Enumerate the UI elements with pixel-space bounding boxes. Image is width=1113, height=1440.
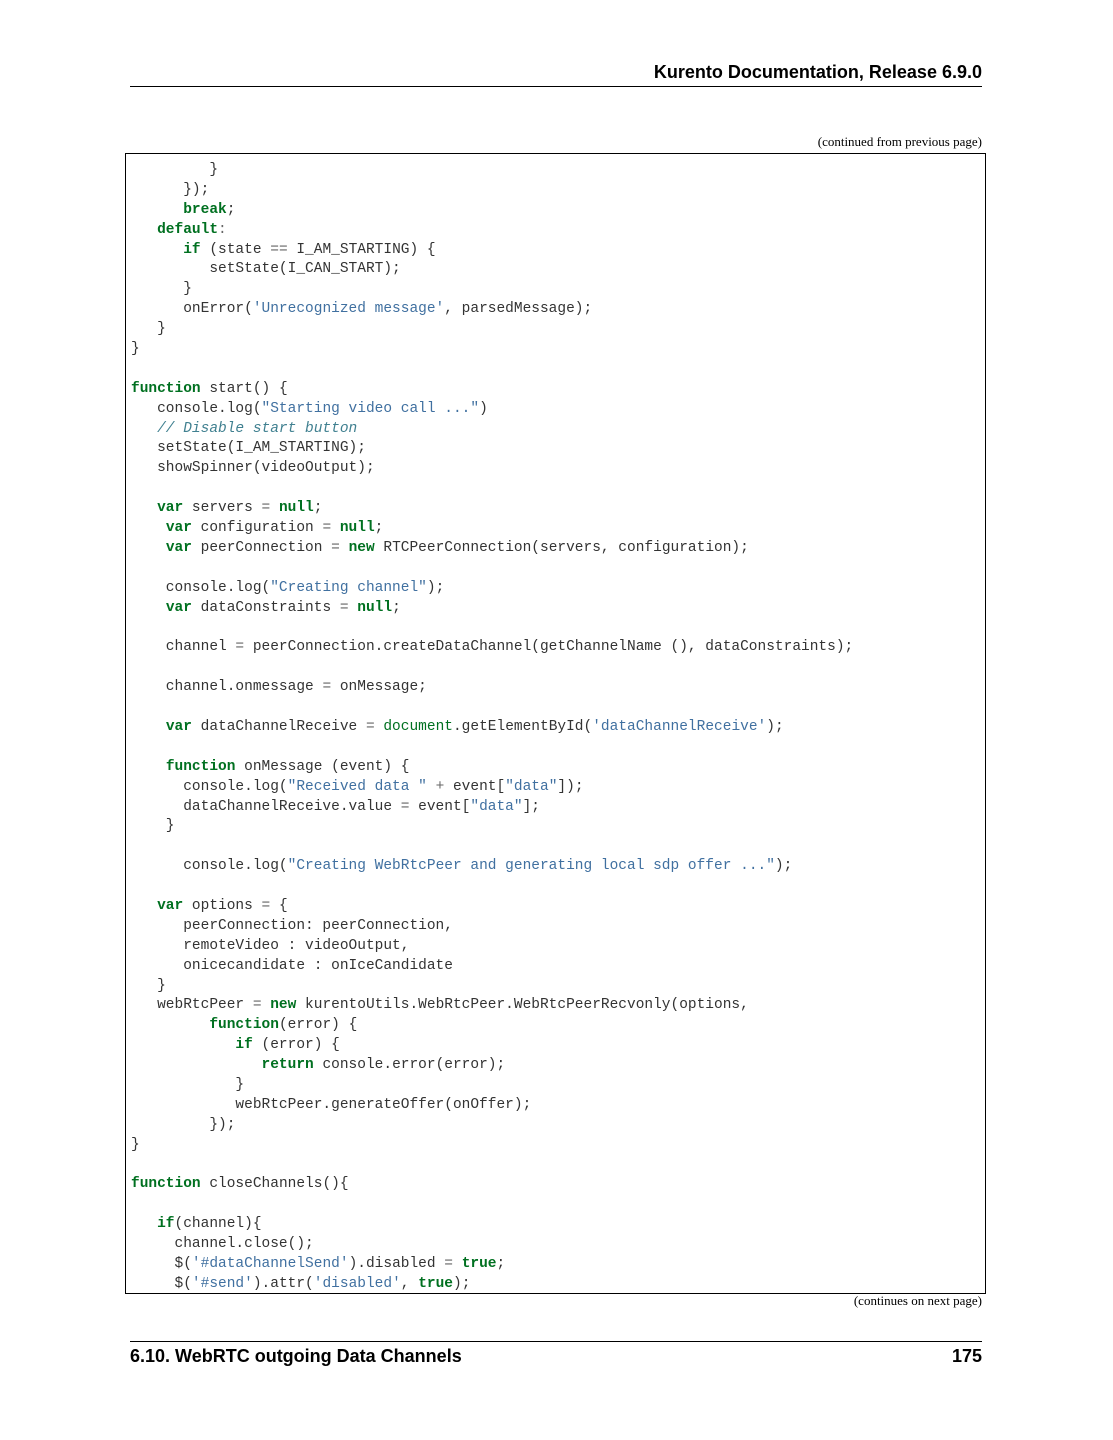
- code-token: ).disabled: [348, 1255, 445, 1272]
- code-line: [131, 798, 853, 818]
- code-line: [131, 618, 853, 638]
- code-token: (error) {: [252, 1037, 340, 1054]
- code-token: onMessage;: [331, 679, 427, 696]
- code-token: null: [357, 599, 393, 616]
- code-token: [131, 520, 166, 536]
- page-header-title: Kurento Documentation, Release 6.9.0: [653, 62, 982, 82]
- code-token: [340, 540, 349, 556]
- code-token: );: [766, 718, 784, 735]
- code-token: $(: [131, 1255, 192, 1272]
- code-token: ): [479, 400, 488, 417]
- continues-on-note: (continues on next page): [853, 1293, 982, 1308]
- code-token: =: [365, 718, 375, 735]
- code-token: function: [131, 1176, 201, 1193]
- code-token: remoteVideo : videoOutput,: [131, 937, 410, 954]
- code-token: [131, 719, 166, 735]
- code-line: [131, 300, 853, 320]
- code-token: });: [131, 1116, 236, 1133]
- code-token: default: [157, 221, 219, 238]
- code-line: [131, 1175, 853, 1195]
- code-token: ;: [313, 500, 323, 517]
- code-line: [131, 837, 853, 857]
- code-token: +: [435, 778, 445, 795]
- code-token: channel.close();: [131, 1236, 314, 1253]
- code-token: console.log(: [131, 400, 262, 417]
- code-token: [131, 1037, 235, 1053]
- code-token: "Creating WebRtcPeer and generating local sdp offer ...": [287, 858, 775, 875]
- code-token: (error) {: [278, 1017, 358, 1034]
- code-token: "data": [505, 778, 558, 795]
- code-token: [131, 500, 157, 516]
- code-token: dataChannelReceive: [191, 718, 366, 735]
- code-token: function: [209, 1017, 279, 1034]
- code-token: ;: [392, 599, 401, 616]
- code-token: }: [131, 1136, 140, 1153]
- code-token: =: [235, 639, 245, 656]
- code-token: function: [131, 380, 201, 397]
- code-token: peerConnection.createDataChannel(getChannelName (), dataConstraints);: [244, 639, 854, 656]
- code-token: ]);: [557, 778, 584, 795]
- code-line: [131, 260, 853, 280]
- code-line: [131, 320, 853, 340]
- code-token: var: [165, 599, 192, 616]
- code-token: {: [270, 897, 288, 914]
- code-token: new: [348, 539, 375, 556]
- code-line: [131, 280, 853, 300]
- footer-rule: [130, 1341, 982, 1342]
- code-token: true: [418, 1275, 453, 1292]
- code-line: [131, 1036, 853, 1056]
- code-token: [131, 222, 157, 238]
- code-token: start() {: [200, 380, 288, 397]
- code-token: }: [131, 818, 175, 835]
- code-token: true: [461, 1255, 497, 1272]
- code-token: 'dataChannelReceive': [592, 718, 767, 735]
- code-line: [131, 877, 853, 897]
- code-token: [427, 779, 436, 795]
- code-token: [131, 1216, 157, 1232]
- code-token: (channel){: [174, 1216, 262, 1233]
- code-line: [131, 161, 853, 181]
- code-token: webRtcPeer: [131, 997, 253, 1014]
- code-token: if: [235, 1037, 253, 1054]
- code-line: [131, 499, 853, 519]
- code-token: event[: [444, 778, 506, 795]
- code-line: [131, 439, 853, 459]
- code-line: [131, 817, 853, 837]
- code-token: =: [322, 679, 332, 696]
- code-token: onError(: [131, 301, 253, 318]
- code-line: [131, 758, 853, 778]
- code-token: }: [131, 321, 166, 338]
- code-token: });: [131, 181, 210, 198]
- code-token: // Disable start button: [157, 420, 358, 437]
- code-line: [131, 857, 853, 877]
- code-token: $(: [131, 1275, 192, 1292]
- code-line: [131, 1195, 853, 1215]
- code-token: [131, 600, 166, 616]
- code-token: RTCPeerConnection(servers, configuration);: [374, 539, 749, 556]
- code-line: [131, 539, 853, 559]
- code-line: [131, 738, 853, 758]
- code-token: console.log(: [131, 579, 271, 596]
- code-token: }: [131, 341, 140, 358]
- code-token: peerConnection: [191, 539, 332, 556]
- code-token: var: [165, 520, 192, 537]
- code-token: null: [339, 520, 375, 537]
- code-token: console.log(: [131, 778, 288, 795]
- code-token: (state: [200, 241, 271, 258]
- code-token: =: [400, 798, 410, 815]
- code-token: [131, 202, 183, 218]
- code-line: [131, 698, 853, 718]
- footer-section-title: 6.10. WebRTC outgoing Data Channels: [130, 1346, 462, 1366]
- code-token: ==: [270, 241, 288, 258]
- code-token: [131, 1017, 209, 1033]
- code-token: 'Unrecognized message': [252, 301, 445, 318]
- code-token: setState(I_CAN_START);: [131, 261, 401, 278]
- code-line: [131, 996, 853, 1016]
- code-token: break: [183, 201, 227, 218]
- code-token: if: [157, 1216, 175, 1233]
- code-token: I_AM_STARTING) {: [287, 241, 436, 258]
- code-token: [262, 997, 271, 1013]
- code-line: [131, 658, 853, 678]
- code-token: );: [774, 858, 793, 875]
- code-token: var: [157, 500, 184, 517]
- code-token: var: [165, 539, 192, 556]
- code-token: }: [131, 162, 219, 178]
- code-token: [131, 759, 166, 775]
- code-token: );: [426, 579, 445, 596]
- code-token: , parsedMessage);: [444, 301, 593, 318]
- code-token: }: [131, 977, 166, 994]
- code-token: =: [261, 897, 271, 914]
- code-token: setState(I_AM_STARTING);: [131, 440, 366, 457]
- code-token: return: [261, 1057, 314, 1074]
- code-token: '#send': [191, 1275, 253, 1292]
- code-line: [131, 579, 853, 599]
- code-line: [131, 1076, 853, 1096]
- code-line: [131, 917, 853, 937]
- code-token: dataConstraints: [191, 599, 340, 616]
- code-line: [131, 380, 853, 400]
- code-line: [131, 181, 853, 201]
- code-token: "data": [470, 798, 523, 815]
- code-line: [131, 718, 853, 738]
- code-line: [131, 778, 853, 798]
- code-line: [131, 459, 853, 479]
- code-line: [131, 1275, 853, 1294]
- code-token: if: [183, 241, 201, 258]
- code-line: [131, 897, 853, 917]
- code-token: [131, 898, 157, 914]
- code-line: [131, 360, 853, 380]
- code-line: [131, 241, 853, 261]
- code-token: ;: [496, 1255, 506, 1272]
- code-block: [125, 153, 986, 1294]
- code-token: =: [331, 539, 340, 556]
- code-token: [131, 1057, 262, 1073]
- code-line: [131, 957, 853, 977]
- code-line: [131, 1016, 853, 1036]
- code-token: showSpinner(videoOutput);: [131, 460, 375, 477]
- code-token: =: [339, 599, 349, 616]
- code-token: "Starting video call ...": [261, 400, 480, 417]
- code-token: webRtcPeer.generateOffer(onOffer);: [131, 1096, 532, 1113]
- code-token: '#dataChannelSend': [191, 1255, 349, 1272]
- code-listing: [131, 161, 853, 1294]
- code-token: new: [270, 997, 297, 1014]
- code-line: [131, 479, 853, 499]
- code-token: [131, 242, 183, 258]
- code-token: function: [165, 758, 236, 775]
- code-line: [131, 340, 853, 360]
- code-token: [453, 1256, 462, 1272]
- code-token: channel: [131, 639, 236, 656]
- code-token: }: [131, 281, 192, 298]
- code-token: =: [444, 1255, 453, 1272]
- code-token: [331, 520, 340, 536]
- code-token: =: [261, 500, 271, 517]
- code-line: [131, 1156, 853, 1176]
- code-line: [131, 678, 853, 698]
- code-token: );: [453, 1275, 471, 1292]
- continued-from-note: (continued from previous page): [817, 134, 982, 149]
- code-token: ;: [226, 201, 236, 218]
- code-token: console.error(error);: [313, 1057, 506, 1074]
- code-line: [131, 1116, 853, 1136]
- code-token: onicecandidate : onIceCandidate: [131, 957, 453, 974]
- code-token: closeChannels(){: [200, 1176, 349, 1193]
- code-token: dataChannelReceive.value: [131, 798, 401, 815]
- code-token: null: [278, 500, 314, 517]
- code-token: configuration: [191, 520, 323, 537]
- code-token: 'disabled': [313, 1275, 401, 1292]
- code-line: [131, 1235, 853, 1255]
- code-token: ;: [374, 520, 384, 537]
- code-line: [131, 1136, 853, 1156]
- code-line: [131, 221, 853, 241]
- page-number: 175: [951, 1346, 982, 1366]
- code-token: kurentoUtils.WebRtcPeer.WebRtcPeerRecvonly(options,: [296, 997, 749, 1014]
- code-line: [131, 638, 853, 658]
- code-line: [131, 1096, 853, 1116]
- code-line: [131, 1215, 853, 1235]
- code-token: [131, 540, 166, 556]
- code-token: onMessage (event) {: [235, 758, 410, 775]
- code-token: "Received data ": [287, 778, 427, 795]
- code-token: =: [322, 520, 332, 537]
- code-token: }: [131, 1076, 245, 1093]
- code-token: =: [252, 997, 262, 1014]
- code-line: [131, 937, 853, 957]
- code-line: [131, 977, 853, 997]
- code-token: var: [157, 897, 184, 914]
- code-line: [131, 1255, 853, 1275]
- code-line: [131, 599, 853, 619]
- code-token: console.log(: [131, 858, 288, 875]
- code-token: document: [383, 718, 453, 735]
- code-token: :: [218, 221, 227, 238]
- header-rule: [130, 86, 982, 87]
- code-line: [131, 400, 853, 420]
- code-token: ];: [522, 798, 540, 815]
- code-token: ,: [400, 1275, 419, 1292]
- code-line: [131, 420, 853, 440]
- code-token: var: [165, 718, 192, 735]
- code-token: event[: [409, 798, 471, 815]
- code-line: [131, 559, 853, 579]
- code-token: channel.onmessage: [131, 679, 323, 696]
- code-token: servers: [183, 500, 262, 517]
- code-token: .getElementById(: [452, 718, 593, 735]
- code-line: [131, 519, 853, 539]
- code-line: [131, 1056, 853, 1076]
- code-token: peerConnection: peerConnection,: [131, 917, 453, 934]
- code-token: ).attr(: [252, 1275, 314, 1292]
- code-token: [131, 421, 157, 437]
- code-token: [349, 600, 358, 616]
- code-token: "Creating channel": [270, 579, 427, 596]
- code-token: [270, 500, 279, 516]
- code-token: options: [183, 897, 262, 914]
- code-line: [131, 201, 853, 221]
